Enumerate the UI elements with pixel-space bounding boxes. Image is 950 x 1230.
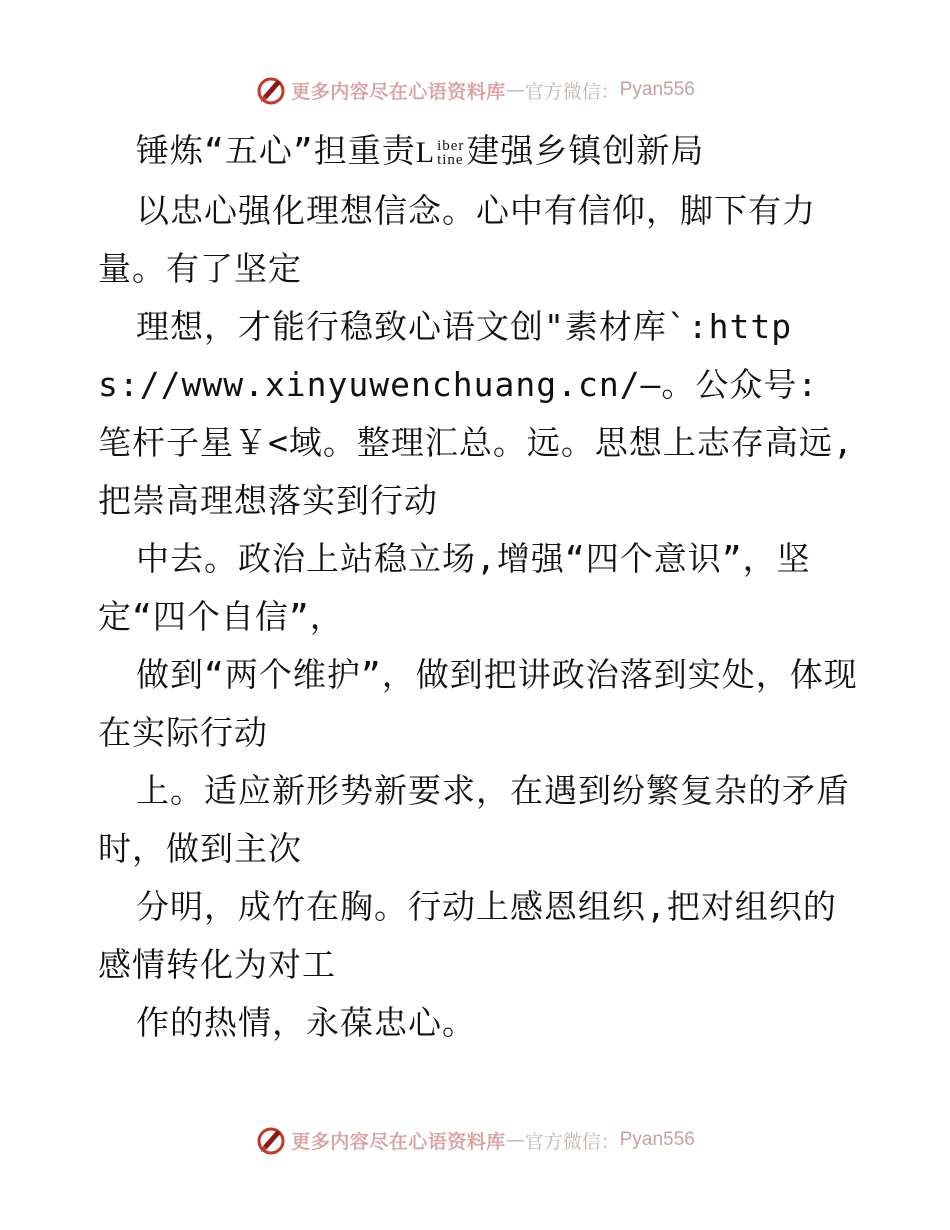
writing-pen-icon: [255, 1124, 287, 1156]
paragraph-line: 分明，成竹在胸。行动上感恩组织,把对组织的感情转化为对工: [98, 887, 837, 984]
title-glyph: [416, 124, 467, 182]
paragraph-line: 中去。政治上站稳立场,增强“四个意识”，坚定“四个自信”，: [98, 539, 811, 636]
paragraph-line: 做到“两个维护”，做到把讲政治落到实处，体现在实际行动: [98, 655, 858, 752]
paragraph-line: 作的热情，永葆忠心。: [136, 1003, 476, 1042]
title-glyph-stack: [437, 139, 464, 167]
watermark-label: 官方微信：: [524, 1130, 620, 1153]
title-glyph-big: L: [415, 136, 436, 169]
watermark-footer: [0, 1120, 950, 1160]
document-title: [98, 122, 858, 182]
title-part2: 建强乡镇创新局: [466, 131, 705, 170]
watermark-dash: —: [505, 1129, 525, 1151]
watermark-handle: Pyan556: [619, 79, 695, 100]
watermark-label: 官方微信：: [524, 80, 620, 103]
writing-pen-icon: [255, 74, 287, 106]
paragraph-line: 理想，才能行稳致心语文创"素材库`:https://www.xinyuwenchuang.cn/—。公众号: 笔杆子星￥<域。整理汇总。远。思想上志存高远,把崇高理想落实到行动: [98, 307, 854, 520]
title-part1: 锤炼“五心”担重责: [136, 131, 416, 170]
document-body: [98, 122, 858, 1052]
watermark-handle: Pyan556: [619, 1129, 695, 1150]
watermark-promo: 更多内容尽在心语资料库: [291, 1130, 506, 1153]
watermark-promo: 更多内容尽在心语资料库: [291, 80, 506, 103]
paragraph-line: 上。适应新形势新要求，在遇到纷繁复杂的矛盾时，做到主次: [98, 771, 850, 868]
watermark-header: [0, 70, 950, 110]
paragraph-line: 以忠心强化理想信念。心中有信仰，脚下有力量。有了坚定: [98, 191, 816, 288]
title-glyph-top: iber: [437, 138, 465, 154]
title-glyph-bottom: tine: [437, 152, 464, 168]
watermark-dash: —: [505, 79, 525, 101]
